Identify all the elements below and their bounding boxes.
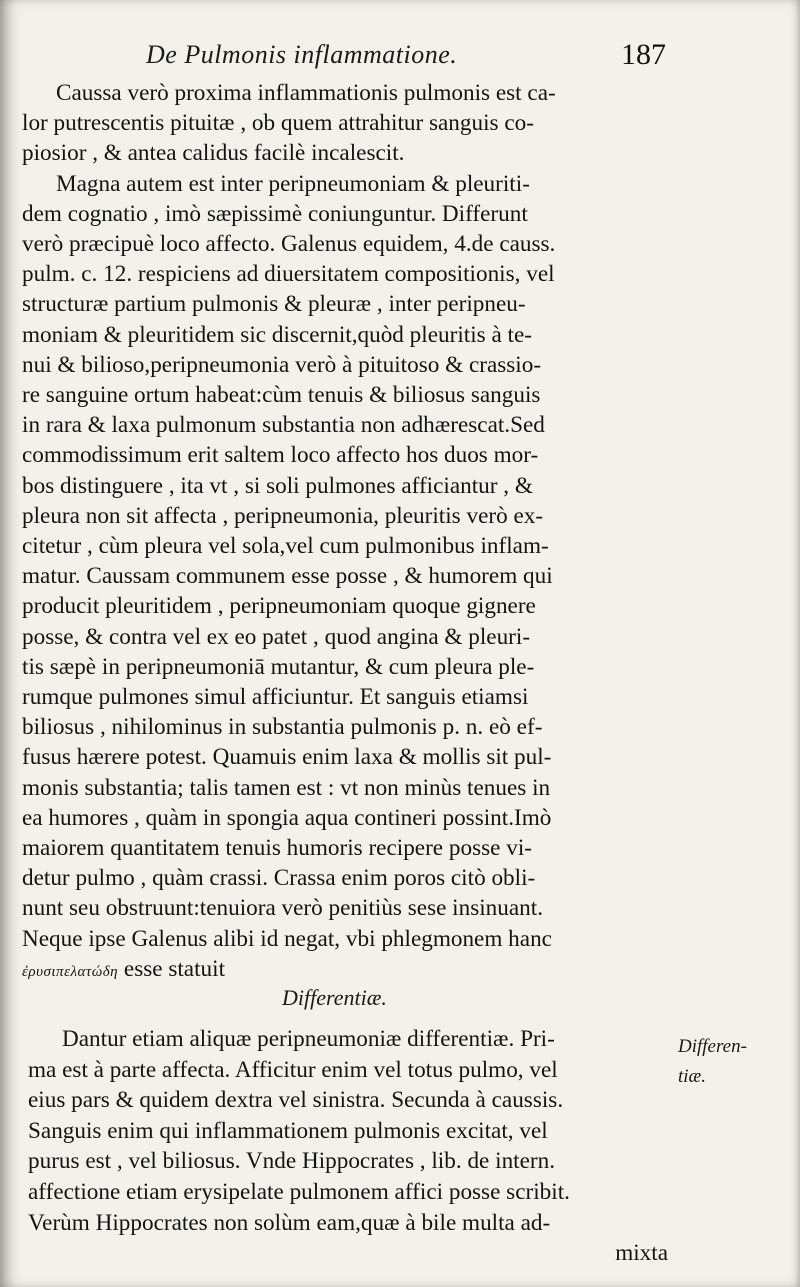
text-line: Magna autem est inter peripneumoniam & pleuriti- <box>56 170 530 197</box>
text-line: moniam & pleuritidem sic discernit,quòd pleuritis à te- <box>22 321 533 348</box>
running-title: De Pulmonis inflammatione. <box>146 40 458 69</box>
text-line: dem cognatio , imò sæpissimè coniunguntur. Differunt <box>22 200 528 227</box>
text-line: purus est , vel biliosus. Vnde Hippocrates , lib. de intern. <box>28 1148 556 1175</box>
text-line: pleura non sit affecta , peripneumonia, pleuritis verò ex- <box>22 502 544 529</box>
text-line: citetur , cùm pleura vel sola,vel cum pulmonibus inflam- <box>22 533 549 560</box>
text-fragment: esse statuit <box>123 955 226 982</box>
marginal-note <box>678 1032 778 1092</box>
text-line: structuræ partium pulmonis & pleuræ , inter peripneu- <box>22 291 526 318</box>
text-line: Neque ipse Galenus alibi id negat, vbi phlegmonem hanc <box>22 925 552 952</box>
text-line: eius pars & quidem dextra vel sinistra. Secunda à caussis. <box>28 1087 564 1114</box>
text-line: Dantur etiam aliquæ peripneumoniæ differentiæ. Pri- <box>62 1026 555 1052</box>
text-line: detur pulmo , quàm crassi. Crassa enim poros citò obli- <box>22 865 536 892</box>
marginal-note-line: tiæ. <box>678 1066 706 1087</box>
text-line: Verùm Hippocrates non solùm eam,quæ à bile multa ad- <box>28 1209 551 1236</box>
catchword: mixta <box>615 1240 668 1267</box>
section-heading: Differentiæ. <box>282 985 387 1010</box>
text-line: fusus hærere potest. Quamuis enim laxa & mollis sit pul- <box>22 744 552 771</box>
text-line: re sanguine ortum habeat:cùm tenuis & biliosus sanguis <box>22 382 541 409</box>
page-number: 187 <box>621 38 666 71</box>
text-line: in rara & laxa pulmonum substantia non adhærescat.Sed <box>22 412 545 439</box>
text-line: ma est à parte affecta. Afficitur enim vel totus pulmo, vel <box>28 1056 558 1083</box>
text-line <box>22 954 670 987</box>
text-line: posse, & contra vel ex eo patet , quod angina & pleuri- <box>22 623 531 650</box>
text-line: rumque pulmones simul afficiuntur. Et sanguis etiamsi <box>22 684 529 711</box>
marginal-note-line: Differen- <box>678 1036 747 1057</box>
page-header <box>146 40 666 74</box>
text-line: Caussa verò proxima inflammationis pulmonis est ca- <box>56 80 556 106</box>
text-line: maiorem quantitatem tenuis humoris recipere posse vi- <box>22 835 532 862</box>
text-line: Sanguis enim qui inflammationem pulmonis excitat, vel <box>28 1117 548 1144</box>
text-line: ea humores , quàm in spongia aqua contineri possint.Imò <box>22 804 552 831</box>
text-line: biliosus , nihilominus in substantia pulmonis p. n. eò ef- <box>22 714 543 741</box>
text-line: affectione etiam erysipelate pulmonem affici posse scribit. <box>28 1178 570 1205</box>
text-line: tis sæpè in peripneumoniā mutantur, & cum pleura ple- <box>22 653 535 680</box>
main-paragraphs <box>22 78 670 987</box>
text-line: bos distinguere , ita vt , si soli pulmones afficiantur , & <box>22 472 533 499</box>
differentiae-paragraph <box>28 1024 674 1269</box>
text-line: lor putrescentis pituitæ , ob quem attrahitur sanguis co- <box>22 110 534 137</box>
text-line: nui & bilioso,peripneumonia verò à pituitoso & crassio- <box>22 351 542 378</box>
text-line: nunt seu obstruunt:tenuiora verò penitiùs sese insinuant. <box>22 895 543 922</box>
text-line: producit pleuritidem , peripneumoniam quoque gignere <box>22 593 536 620</box>
text-line: matur. Caussam communem esse posse , & humorem qui <box>22 563 553 590</box>
text-line: verò præcipuè loco affecto. Galenus equidem, 4.de causs. <box>22 231 556 258</box>
text-line: monis substantia; talis tamen est : vt non minùs tenues in <box>22 774 551 801</box>
text-line: commodissimum erit saltem loco affecto hos duos mor- <box>22 442 539 469</box>
text-line: piosior , & antea calidus facilè incalescit. <box>22 140 405 167</box>
text-line: pulm. c. 12. respiciens ad diuersitatem compositionis, vel <box>22 261 555 288</box>
greek-word: ἐρυσιπελατώδη <box>22 963 119 980</box>
